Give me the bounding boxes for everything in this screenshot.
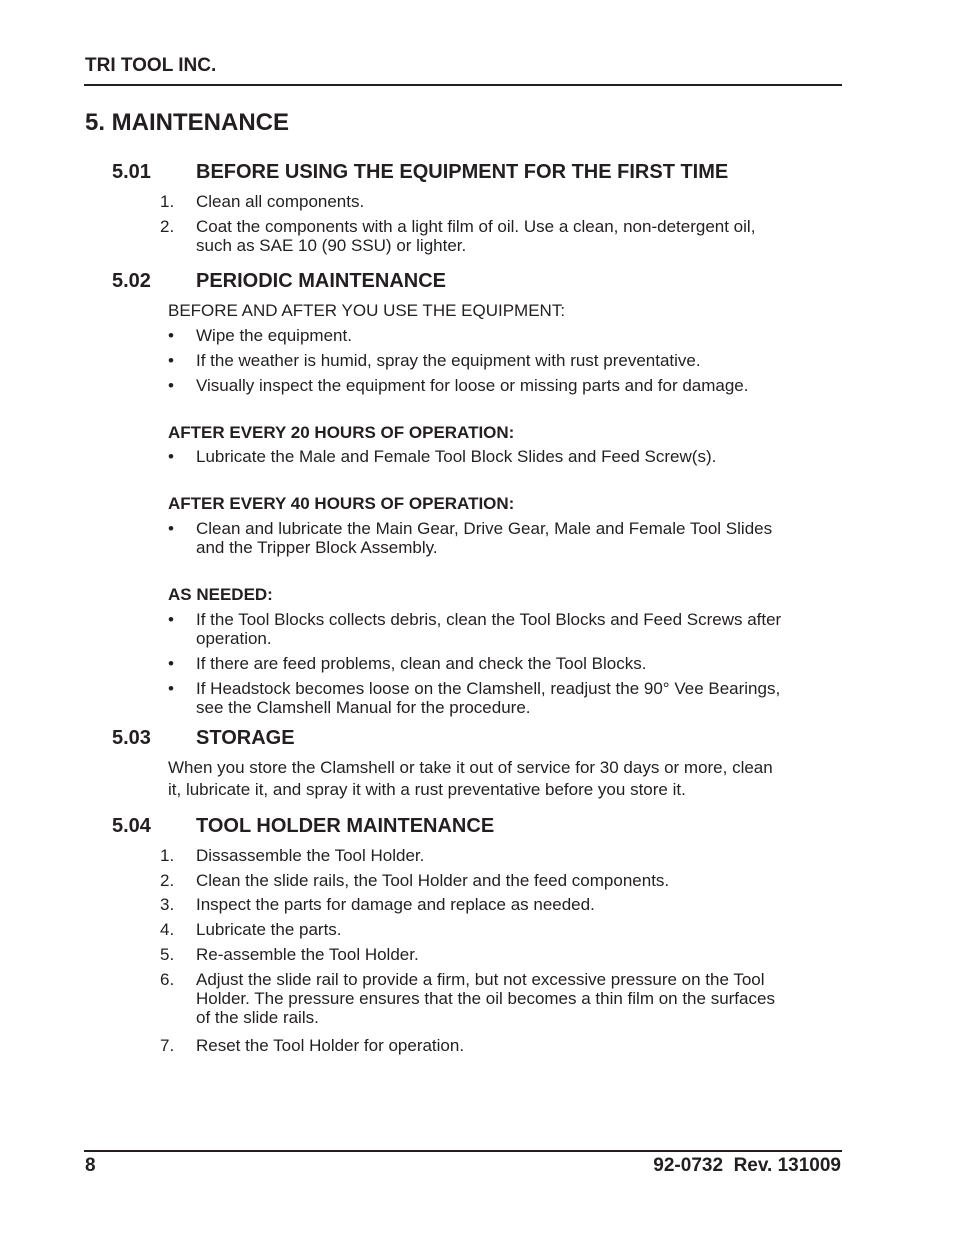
section-number: 5.04 xyxy=(112,815,151,837)
intro-text: BEFORE AND AFTER YOU USE THE EQUIPMENT: xyxy=(168,301,566,320)
list-number: 5. xyxy=(160,945,175,964)
subheading: AFTER EVERY 40 HOURS OF OPERATION: xyxy=(168,494,515,513)
bullet: • xyxy=(168,519,174,538)
list-item-text: such as SAE 10 (90 SSU) or lighter. xyxy=(196,236,467,255)
list-item-text: If the Tool Blocks collects debris, clean the Tool Blocks and Feed Screws after xyxy=(196,610,782,629)
list-number: 1. xyxy=(160,192,175,211)
list-item-text: If there are feed problems, clean and check the Tool Blocks. xyxy=(196,654,647,673)
list-item-text: Coat the components with a light film of oil. Use a clean, non-detergent oil, xyxy=(196,217,756,236)
section-title: TOOL HOLDER MAINTENANCE xyxy=(196,815,495,837)
header-rule xyxy=(84,84,842,86)
list-item-text: If Headstock becomes loose on the Clamshell, readjust the 90° Vee Bearings, xyxy=(196,679,781,698)
list-item-text: Clean and lubricate the Main Gear, Drive Gear, Male and Female Tool Slides xyxy=(196,519,773,538)
list-item-text: see the Clamshell Manual for the procedure. xyxy=(196,698,531,717)
bullet: • xyxy=(168,654,174,673)
chapter-title: 5. MAINTENANCE xyxy=(85,109,290,136)
bullet: • xyxy=(168,679,174,698)
list-item-text: Reset the Tool Holder for operation. xyxy=(196,1036,465,1055)
bullet: • xyxy=(168,326,174,345)
company-name: TRI TOOL INC. xyxy=(85,55,217,76)
list-number: 6. xyxy=(160,970,175,989)
section-number: 5.01 xyxy=(112,161,151,183)
list-number: 3. xyxy=(160,895,175,914)
list-item-text: Clean the slide rails, the Tool Holder and the feed components. xyxy=(196,871,670,890)
section-title: BEFORE USING THE EQUIPMENT FOR THE FIRST TIME xyxy=(196,161,729,183)
list-item-text: Inspect the parts for damage and replace as needed. xyxy=(196,895,595,914)
list-item-text: operation. xyxy=(196,629,272,648)
page-number: 8 xyxy=(85,1155,96,1176)
section-title: PERIODIC MAINTENANCE xyxy=(196,270,447,292)
list-number: 7. xyxy=(160,1036,175,1055)
list-item-text: Wipe the equipment. xyxy=(196,326,352,345)
list-item-text: Lubricate the Male and Female Tool Block Slides and Feed Screw(s). xyxy=(196,447,717,466)
list-item-text: Lubricate the parts. xyxy=(196,920,342,939)
section-number: 5.03 xyxy=(112,727,151,749)
subheading: AS NEEDED: xyxy=(168,585,273,604)
list-item-text: Holder. The pressure ensures that the oil becomes a thin film on the surfaces xyxy=(196,989,775,1008)
list-number: 4. xyxy=(160,920,175,939)
bullet: • xyxy=(168,610,174,629)
footer-rule xyxy=(84,1150,842,1152)
section-title: STORAGE xyxy=(196,727,295,749)
bullet: • xyxy=(168,351,174,370)
list-item-text: Adjust the slide rail to provide a firm, but not excessive pressure on the Tool xyxy=(196,970,765,989)
list-item-text: of the slide rails. xyxy=(196,1008,319,1027)
subheading: AFTER EVERY 20 HOURS OF OPERATION: xyxy=(168,423,515,442)
bullet: • xyxy=(168,447,174,466)
list-item-text: Re-assemble the Tool Holder. xyxy=(196,945,419,964)
list-item-text: Dissassemble the Tool Holder. xyxy=(196,846,425,865)
list-item-text: Visually inspect the equipment for loose or missing parts and for damage. xyxy=(196,376,749,395)
paragraph-line: it, lubricate it, and spray it with a rust preventative before you store it. xyxy=(168,780,686,799)
document-revision: 92-0732 Rev. 131009 xyxy=(653,1155,841,1176)
list-item-text: and the Tripper Block Assembly. xyxy=(196,538,438,557)
list-item-text: Clean all components. xyxy=(196,192,365,211)
bullet: • xyxy=(168,376,174,395)
list-number: 2. xyxy=(160,217,175,236)
section-number: 5.02 xyxy=(112,270,151,292)
list-item-text: If the weather is humid, spray the equipment with rust preventative. xyxy=(196,351,701,370)
list-number: 1. xyxy=(160,846,175,865)
list-number: 2. xyxy=(160,871,175,890)
paragraph-line: When you store the Clamshell or take it out of service for 30 days or more, clean xyxy=(168,758,773,777)
